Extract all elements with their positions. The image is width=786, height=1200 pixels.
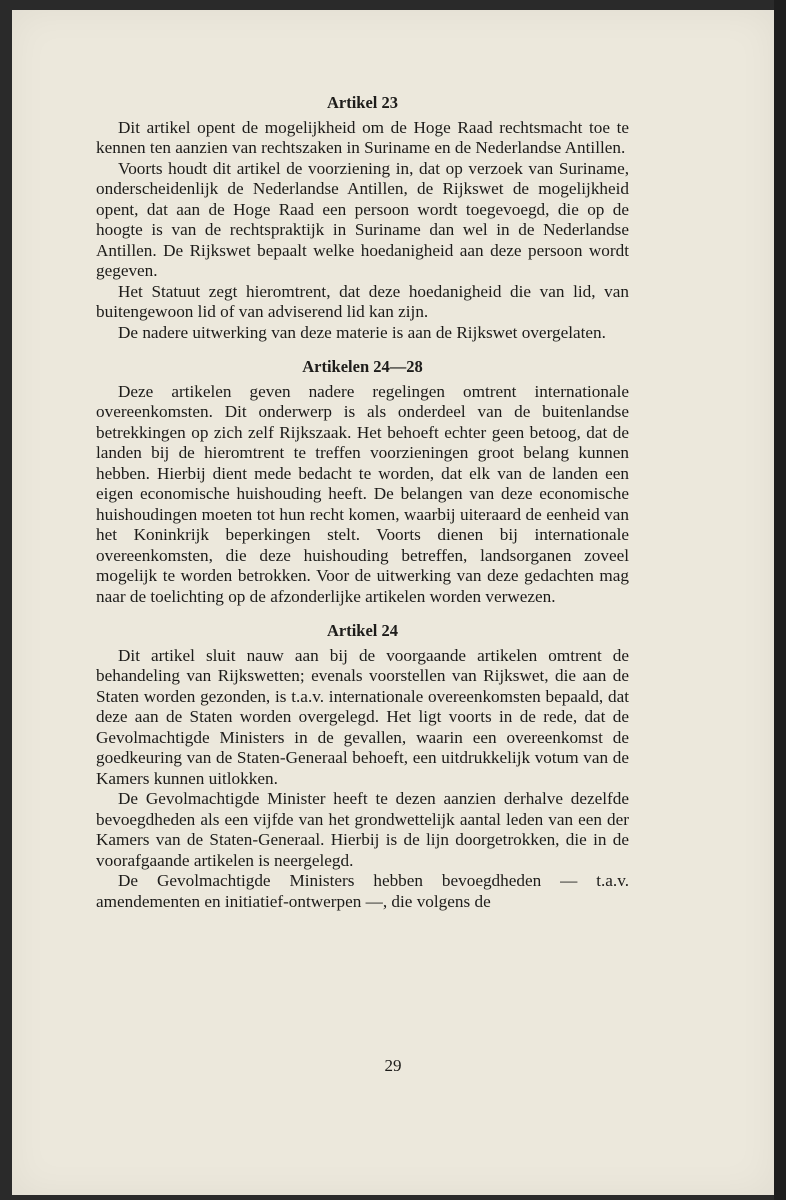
paragraph: Deze artikelen geven nadere regelingen omtrent internationale overeenkomsten. Dit onderwerp is als onderdeel van de buitenlandse betrekkingen op zich zelf Rijkszaak. Het behoeft echter geen betoog, dat de landen bij de hieromtrent te treffen voorzieningen groot belang kunnen hebben. Hierbij dient mede bedacht te worden, dat elk van de landen een eigen economische huishouding heeft. De belangen van deze economische huishoudingen moeten tot hun recht komen, waarbij uiteraard de eenheid van het Koninkrijk beperkingen stelt. Voorts dienen bij internationale overeenkomsten, die deze huishouding betreffen, landsorganen zoveel mogelijk te worden betrokken. Voor de uitwerking van deze gedachten mag naar de toelichting op de afzonderlijke artikelen worden verwezen. bbox=[96, 381, 629, 606]
heading-artikelen-24-28: Artikelen 24—28 bbox=[302, 357, 423, 376]
paragraph: Het Statuut zegt hieromtrent, dat deze hoedanigheid die van lid, van buitengewoon lid of van adviserend lid kan zijn. bbox=[96, 281, 629, 321]
paragraph: Dit artikel opent de mogelijkheid om de Hoge Raad rechtsmacht toe te kennen ten aanzien van rechtszaken in Suriname en de Nederlandse Antillen. bbox=[96, 117, 629, 157]
scan-edge bbox=[774, 0, 786, 1200]
paragraph: De nadere uitwerking van deze materie is aan de Rijkswet overgelaten. bbox=[118, 322, 606, 342]
paragraph: Dit artikel sluit nauw aan bij de voorgaande artikelen omtrent de behandeling van Rijkswetten; evenals voorstellen van Rijkswet, die aan de Staten worden gezonden, is t.a.v. internationale overeenkomsten bepaald, dat deze aan de Staten worden overgelegd. Het ligt voorts in de rede, dat de Gevolmachtigde Ministers in de gevallen, waarin een overeenkomst de goedkeuring van de Staten-Generaal behoeft, een uitdrukkelijk votum van de Kamers kunnen uitlokken. bbox=[96, 645, 629, 788]
heading-artikel-24: Artikel 24 bbox=[326, 621, 399, 640]
paragraph: De Gevolmachtigde Ministers hebben bevoegdheden — t.a.v. amendementen en initiatief-ontwerpen —, die volgens de bbox=[96, 871, 629, 911]
page-body bbox=[96, 93, 629, 912]
heading-artikel-23: Artikel 23 bbox=[326, 93, 399, 112]
paragraph: Voorts houdt dit artikel de voorziening in, dat op verzoek van Suriname, onderscheidenlijk de Nederlandse Antillen, de Rijkswet de mogelijkheid opent, dat aan de Hoge Raad een persoon wordt toegevoegd, die op de hoogte is van de rechtspraktijk in Suriname dan wel in de Nederlandse Antillen. De Rijkswet bepaalt welke hoedanigheid aan deze persoon wordt gegeven. bbox=[96, 158, 629, 280]
page-number: 29 bbox=[384, 1056, 402, 1075]
paragraph: De Gevolmachtigde Minister heeft te dezen aanzien derhalve dezelfde bevoegdheden als een vijfde van het grondwettelijk aantal leden van een der Kamers van de Staten-Generaal. Hierbij is de lijn doorgetrokken, die in de voorafgaande artikelen is neergelegd. bbox=[96, 789, 629, 870]
